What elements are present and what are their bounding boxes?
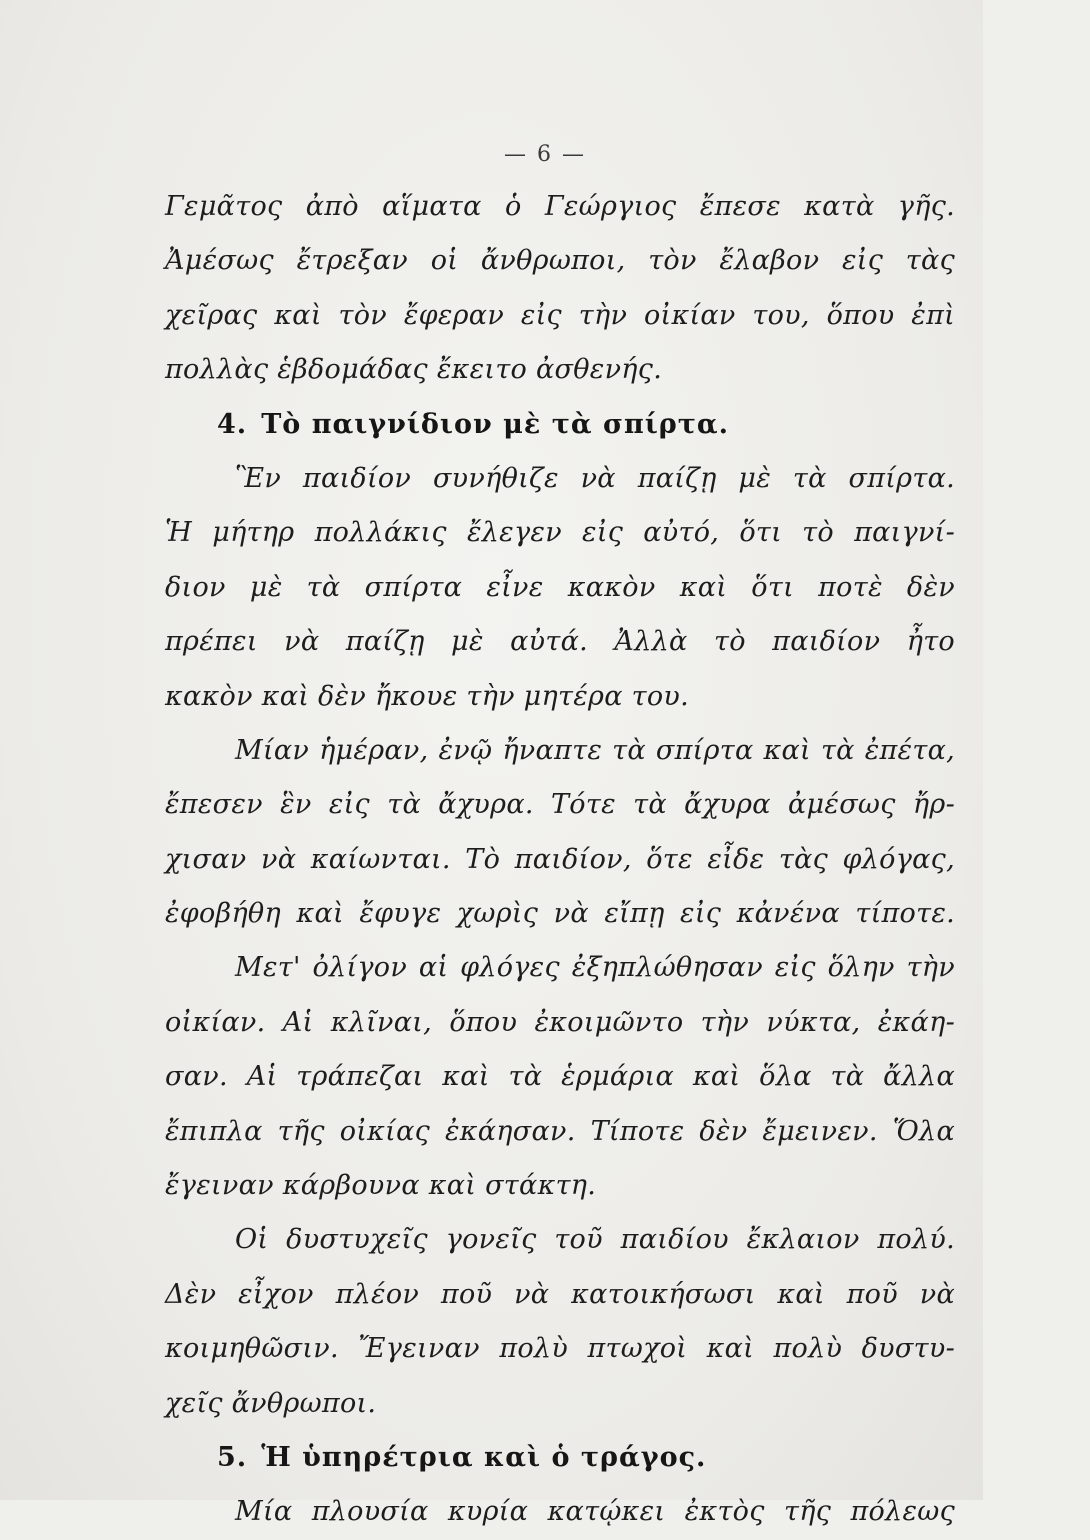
text-line: ἔγειναν κάρβουνα καὶ στάκτη.: [165, 1170, 597, 1202]
text-line: Οἱ δυστυχεῖς γονεῖς τοῦ παιδίου ἔκλαιον πολύ.: [235, 1224, 955, 1256]
text-line: Μετ' ὀλίγον αἱ φλόγες ἐξηπλώθησαν εἰς ὅλην τὴν: [235, 952, 955, 984]
text-line: Ἀμέσως ἔτρεξαν οἱ ἄνθρωποι, τὸν ἔλαβον εἰς τὰς: [165, 245, 955, 277]
text-line: πολλὰς ἑβδομάδας ἔκειτο ἀσθενής.: [165, 354, 663, 386]
section-title: Ἡ ὑπηρέτρια καὶ ὁ τράγος.: [261, 1441, 707, 1473]
text-line: Γεμᾶτος ἀπὸ αἵματα ὁ Γεώργιος ἔπεσε κατὰ γῆς.: [165, 191, 955, 222]
text-line: χισαν νὰ καίωνται. Τὸ παιδίον, ὅτε εἶδε τὰς φλόγας,: [165, 843, 955, 875]
text-block: [165, 180, 955, 1540]
page-number: — 6 —: [504, 142, 586, 167]
text-line: Δὲν εἶχον πλέον ποῦ νὰ κατοικήσωσι καὶ ποῦ νὰ: [165, 1278, 955, 1310]
section-number: 5.: [217, 1441, 248, 1473]
text-line: πρέπει νὰ παίζῃ μὲ αὐτά. Ἀλλὰ τὸ παιδίον ἦτο: [165, 626, 955, 658]
text-line: ἔπεσεν ἓν εἰς τὰ ἄχυρα. Τότε τὰ ἄχυρα ἀμέσως ἤρ-: [165, 789, 955, 821]
text-line: χεῖς ἄνθρωποι.: [165, 1387, 377, 1419]
text-line: κοιμηθῶσιν. Ἔγειναν πολὺ πτωχοὶ καὶ πολὺ δυστυ-: [165, 1333, 955, 1365]
text-line: Ἡ μήτηρ πολλάκις ἔλεγεν εἰς αὐτό, ὅτι τὸ παιγνί-: [165, 517, 955, 549]
text-line: διον μὲ τὰ σπίρτα εἶνε κακὸν καὶ ὅτι ποτὲ δὲν: [165, 571, 955, 603]
section-heading: [165, 1431, 955, 1485]
text-line: σαν. Αἱ τράπεζαι καὶ τὰ ἑρμάρια καὶ ὅλα τὰ ἄλλα: [165, 1061, 955, 1093]
text-line: Μίαν ἡμέραν, ἐνῷ ἤναπτε τὰ σπίρτα καὶ τὰ ἐπέτα,: [235, 734, 955, 766]
text-line: κακὸν καὶ δὲν ἤκουε τὴν μητέρα του.: [165, 680, 690, 712]
text-line: ἐφοβήθη καὶ ἔφυγε χωρὶς νὰ εἴπῃ εἰς κἀνένα τίποτε.: [165, 898, 955, 930]
section-title: Τὸ παιγνίδιον μὲ τὰ σπίρτα.: [261, 408, 730, 440]
section-heading: [165, 398, 955, 452]
text-line: οἰκίαν. Αἱ κλῖναι, ὅπου ἐκοιμῶντο τὴν νύκτα, ἐκάη-: [165, 1006, 955, 1038]
text-line: Μία πλουσία κυρία κατῴκει ἐκτὸς τῆς πόλεως: [235, 1496, 955, 1528]
text-line: ἔπιπλα τῆς οἰκίας ἐκάησαν. Τίποτε δὲν ἔμεινεν. Ὅλα: [165, 1115, 955, 1147]
text-line: Ἓν παιδίον συνήθιζε νὰ παίζῃ μὲ τὰ σπίρτα.: [235, 462, 955, 494]
text-line: χεῖρας καὶ τὸν ἔφεραν εἰς τὴν οἰκίαν του, ὅπου ἐπὶ: [165, 299, 955, 331]
section-number: 4.: [217, 408, 248, 440]
